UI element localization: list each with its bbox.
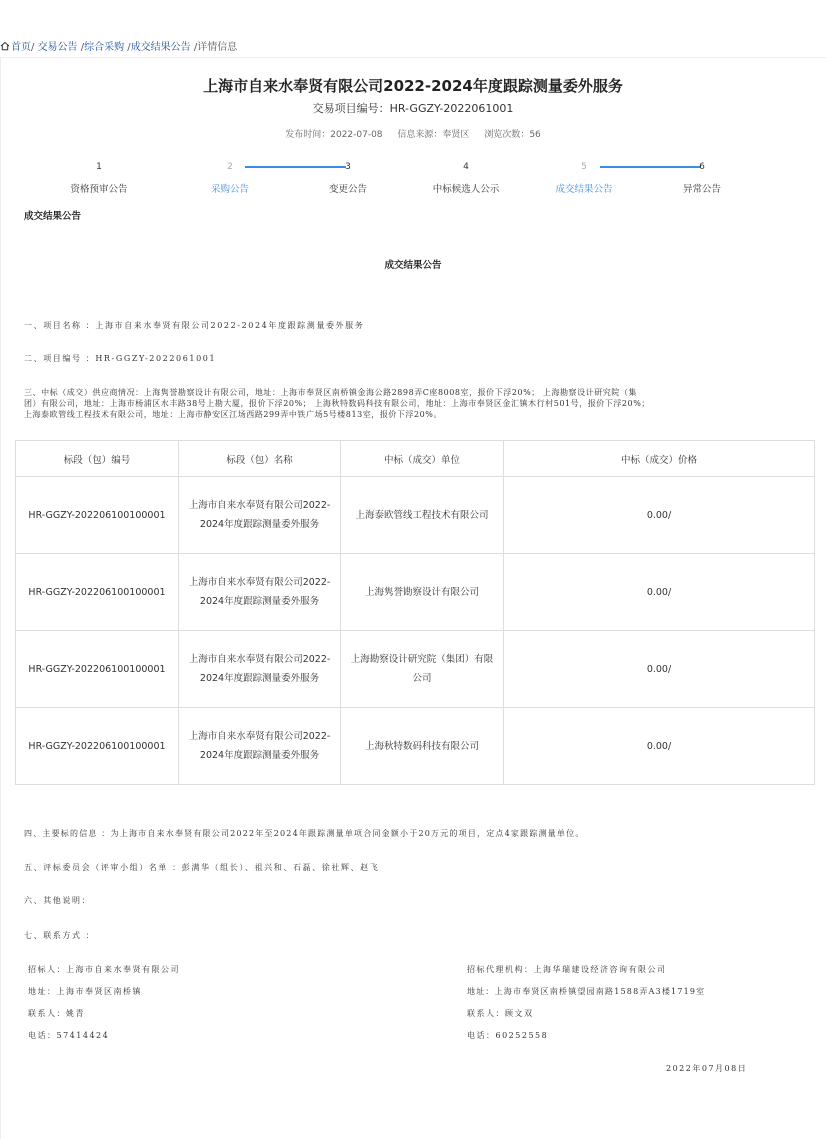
price-cell: 0.00/ bbox=[504, 477, 815, 554]
breadcrumb: 首页/ 交易公告 /综合采购 /成交结果公告 /详情信息 bbox=[0, 38, 237, 53]
main-subject-line: 四、主要标的信息 ：为上海市自来水奉贤有限公司2022年至2024年跟踪测量单项合同金额小于20万元的项目，定点4家跟踪测量单位。 bbox=[24, 829, 585, 838]
other-notes-line: 六、其他说明： bbox=[24, 896, 92, 905]
table-row bbox=[16, 554, 815, 631]
table-header-row bbox=[16, 441, 815, 477]
step-4[interactable] bbox=[407, 159, 525, 195]
announcement-date: 2022年07月08日 bbox=[666, 1064, 748, 1073]
winner-cell: 上海秋特数码科技有限公司 bbox=[341, 708, 504, 785]
step-number: 4 bbox=[463, 162, 469, 172]
meta-info bbox=[0, 127, 826, 140]
step-number: 3 bbox=[345, 162, 351, 172]
tenderer-name: 招标人：上海市自来水奉贤有限公司 bbox=[28, 965, 180, 974]
publish-time: 发布时间：2022-07-08 bbox=[285, 130, 383, 140]
step-number: 1 bbox=[96, 162, 102, 172]
breadcrumb-current: 详情信息 bbox=[197, 42, 238, 53]
page-title: 上海市自来水奉贤有限公司2022-2024年度跟踪测量委外服务 bbox=[203, 77, 623, 95]
project-name-line: 一、项目名称 ：上海市自来水奉贤有限公司2022-2024年度跟踪测量委外服务 bbox=[24, 321, 365, 330]
breadcrumb-trade-notice[interactable]: 交易公告 bbox=[37, 42, 78, 53]
info-source: 信息来源：奉贤区 bbox=[397, 130, 470, 140]
agent-address: 地址：上海市奉贤区南桥镇望园南路1588弄A3楼1719室 bbox=[467, 987, 706, 996]
step-label: 采购公告 bbox=[210, 184, 249, 195]
step-label: 成交结果公告 bbox=[555, 184, 613, 195]
committee-line: 五、评标委员会（评审小组）名单 ：彭满华（组长）、祖兴和、石磊、徐社辉、赵飞 bbox=[24, 863, 380, 872]
lot-number-cell: HR-GGZY-202206100100001 bbox=[16, 554, 179, 631]
project-number: 交易项目编号：HR-GGZY-2022061001 bbox=[312, 102, 514, 115]
table-row bbox=[16, 631, 815, 708]
tenderer-address: 地址：上海市奉贤区南桥镇 bbox=[28, 987, 142, 996]
view-count: 浏览次数：56 bbox=[484, 130, 541, 140]
lot-number-cell: HR-GGZY-202206100100001 bbox=[16, 708, 179, 785]
lot-number-cell: HR-GGZY-202206100100001 bbox=[16, 477, 179, 554]
contact-heading: 七、联系方式 ： bbox=[24, 931, 96, 940]
winner-cell: 上海隽誉勘察设计有限公司 bbox=[341, 554, 504, 631]
breadcrumb-procurement[interactable]: 综合采购 bbox=[84, 42, 125, 53]
supplier-info-line-3: 上海泰欧管线工程技术有限公司，地址：上海市静安区江场西路299弄中铁广场5号楼813室，报价下浮20%。 bbox=[24, 410, 443, 419]
step-2[interactable] bbox=[171, 159, 289, 195]
price-cell: 0.00/ bbox=[504, 631, 815, 708]
breadcrumb-home[interactable]: 首页 bbox=[11, 42, 31, 53]
step-5[interactable] bbox=[525, 159, 643, 195]
breadcrumb-result-notice[interactable]: 成交结果公告 bbox=[130, 42, 191, 53]
step-label: 异常公告 bbox=[682, 184, 721, 195]
project-number-line: 二、项目编号 ：HR-GGZY-2022061001 bbox=[24, 354, 217, 363]
step-label: 变更公告 bbox=[328, 184, 367, 195]
lot-name-cell: 上海市自来水奉贤有限公司2022-2024年度跟踪测量委外服务 bbox=[179, 477, 341, 554]
lot-name-cell: 上海市自来水奉贤有限公司2022-2024年度跟踪测量委外服务 bbox=[179, 554, 341, 631]
supplier-info-line-1: 三、中标（成交）供应商情况：上海隽誉勘察设计有限公司，地址：上海市奉贤区南桥镇金海公路2898弄C座8008室，报价下浮20%； 上海勘察设计研究院（集 bbox=[24, 388, 637, 397]
lot-name-cell: 上海市自来水奉贤有限公司2022-2024年度跟踪测量委外服务 bbox=[179, 631, 341, 708]
step-label: 中标候选人公示 bbox=[432, 184, 500, 195]
step-number: 5 bbox=[581, 162, 587, 172]
lot-number-cell: HR-GGZY-202206100100001 bbox=[16, 631, 179, 708]
step-3[interactable] bbox=[289, 159, 407, 195]
agent-contact-person: 联系人：顾文双 bbox=[467, 1009, 534, 1018]
header-winner: 中标（成交）单位 bbox=[341, 441, 504, 477]
winner-cell: 上海泰欧管线工程技术有限公司 bbox=[341, 477, 504, 554]
step-label: 资格预审公告 bbox=[70, 184, 128, 195]
table-row bbox=[16, 708, 815, 785]
process-steps bbox=[40, 159, 760, 199]
header-lot-number: 标段（包）编号 bbox=[16, 441, 179, 477]
winner-cell: 上海勘察设计研究院（集团）有限公司 bbox=[341, 631, 504, 708]
step-6[interactable] bbox=[643, 159, 761, 195]
section-label: 成交结果公告 bbox=[24, 211, 82, 222]
home-icon[interactable] bbox=[0, 41, 10, 51]
header-price: 中标（成交）价格 bbox=[504, 441, 815, 477]
table-row bbox=[16, 477, 815, 554]
lot-name-cell: 上海市自来水奉贤有限公司2022-2024年度跟踪测量委外服务 bbox=[179, 708, 341, 785]
agent-name: 招标代理机构：上海华瑞建设经济咨询有限公司 bbox=[467, 965, 667, 974]
price-cell: 0.00/ bbox=[504, 708, 815, 785]
step-number: 6 bbox=[699, 162, 705, 172]
tenderer-contact-person: 联系人：姚青 bbox=[28, 1009, 85, 1018]
header-lot-name: 标段（包）名称 bbox=[179, 441, 341, 477]
step-number: 2 bbox=[227, 162, 233, 172]
step-1[interactable] bbox=[40, 159, 158, 195]
price-cell: 0.00/ bbox=[504, 554, 815, 631]
tenderer-phone: 电话：57414424 bbox=[28, 1031, 110, 1040]
supplier-info-line-2: 团）有限公司，地址：上海市杨浦区水丰路38号上勘大厦，报价下浮20%； 上海秋特数码科技有限公司，地址：上海市奉贤区金汇镇木行村501号，报价下浮20%； bbox=[24, 399, 650, 408]
document-title: 成交结果公告 bbox=[384, 260, 442, 271]
agent-phone: 电话：60252558 bbox=[467, 1031, 549, 1040]
result-table bbox=[15, 440, 815, 785]
